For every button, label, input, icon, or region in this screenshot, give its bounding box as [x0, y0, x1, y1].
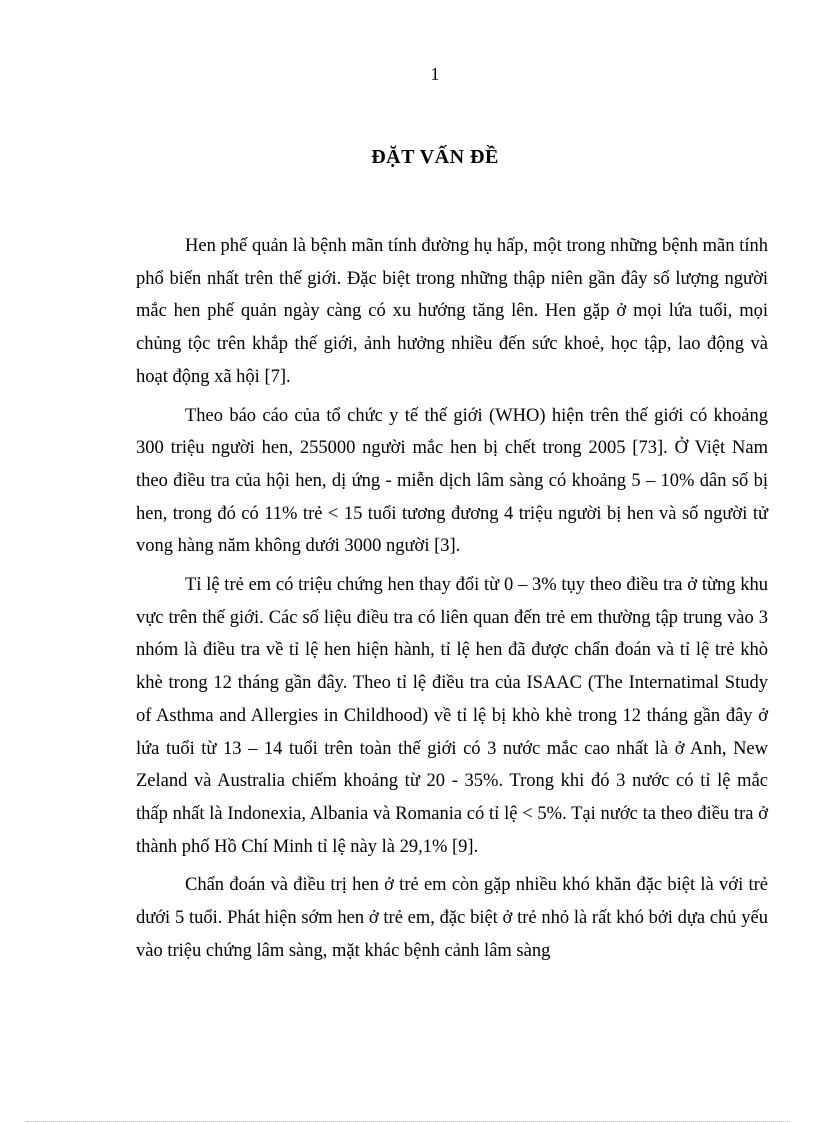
- footer-divider: [26, 1121, 790, 1122]
- paragraph: Hen phế quản là bệnh mãn tính đường hụ hấp, một trong những bệnh mãn tính phổ biến nhất trên thế giới. Đặc biệt trong những thập niên gần đây số lượng người mắc hen phế quản ngày càng có xu hướng tăng lên. Hen gặp ở mọi lứa tuổi, mọi chủng tộc trên khắp thế giới, ảnh hưởng nhiều đến sức khoẻ, học tập, lao động và hoạt động xã hội [7].: [136, 236, 768, 387]
- paragraph: Theo báo cáo của tổ chức y tế thế giới (WHO) hiện trên thế giới có khoảng 300 triệu người hen, 255000 người mắc hen bị chết trong 2005 [73]. Ở Việt Nam theo điều tra của hội hen, dị ứng - miễn dịch lâm sàng có khoảng 5 – 10% dân số bị hen, trong đó có 11% trẻ < 15 tuổi tương đương 4 triệu người bị hen và số người tử vong hàng năm không dưới 3000 người [3].: [136, 405, 768, 557]
- page-title: ĐẶT VẤN ĐỀ: [371, 146, 499, 168]
- document-body: [136, 230, 768, 973]
- page-number: 1: [430, 64, 440, 84]
- paragraph: Tỉ lệ trẻ em có triệu chứng hen thay đổi từ 0 – 3% tụy theo điều tra ở từng khu vực trên thế giới. Các số liệu điều tra có liên quan đến trẻ em thường tập trung vào 3 nhóm là điều tra về tỉ lệ hen hiện hành, tỉ lệ hen đã được chẩn đoán và tỉ lệ trẻ khò khè trong 12 tháng gần đây. Theo tỉ lệ điều tra của ISAAC (The Internatimal Study of Asthma and Allergies in Childhood) về tỉ lệ bị khò khè trong 12 tháng gần đây ở lứa tuổi từ 13 – 14 tuổi trên toàn thế giới có 3 nước mắc cao nhất là ở Anh, New Zeland và Australia chiếm khoảng từ 20 - 35%. Trong khi đó 3 nước có tỉ lệ mắc thấp nhất là Indonexia, Albania và Romania có tỉ lệ < 5%. Tại nước ta theo điều tra ở thành phố Hồ Chí Minh tỉ lệ này là 29,1% [9].: [136, 575, 768, 857]
- paragraph: Chẩn đoán và điều trị hen ở trẻ em còn gặp nhiều khó khăn đặc biệt là với trẻ dưới 5 tuổi. Phát hiện sớm hen ở trẻ em, đặc biệt ở trẻ nhỏ là rất khó bởi dựa chủ yếu vào triệu chứng lâm sàng, mặt khác bệnh cảnh lâm sàng: [136, 875, 768, 961]
